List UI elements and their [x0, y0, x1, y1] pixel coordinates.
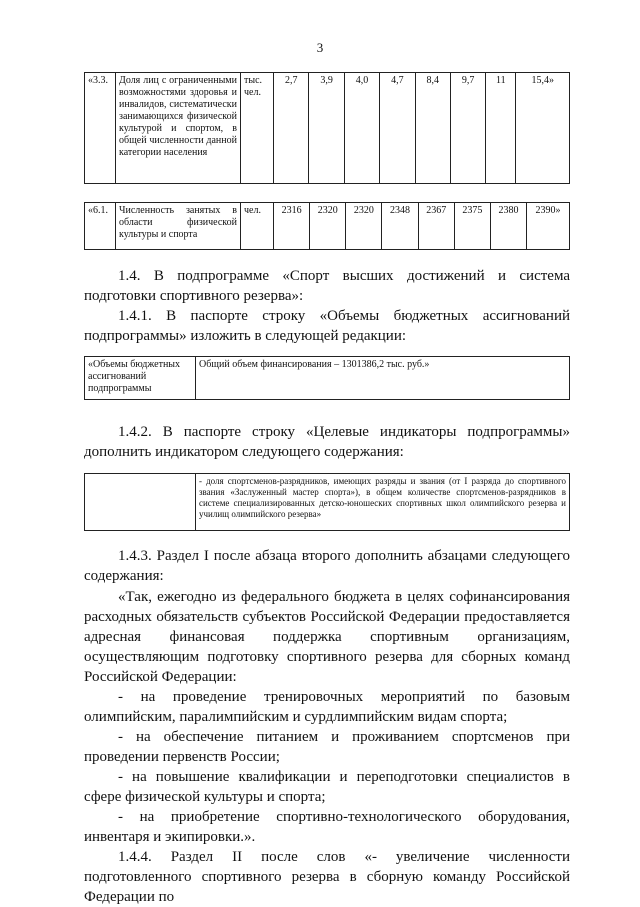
paragraph-1-4-2 [84, 422, 570, 462]
table-row [85, 357, 570, 400]
value-cell: 2390» [527, 203, 570, 250]
indicator-table-3-3 [84, 72, 570, 184]
paragraph-text: 1.4.2. В паспорте строку «Целевые индикаторы подпрограммы» дополнить индикатором следующего содержания: [84, 424, 570, 460]
quote-line: «Так, ежегодно из федерального бюджета в целях софинансирования расходных обязательств субъектов Российской Федерации предоставляется адресная финансовая поддержка спортивным организациям, осуществляющим подготовку спортивного резерва для сборных команд Российской Федерации: [84, 589, 570, 685]
paragraph-1-4 [84, 266, 570, 306]
value-cell: 2348 [382, 203, 418, 250]
table-row [85, 203, 570, 250]
indicator-name: Доля лиц с ограниченными возможностями здоровья и инвалидов, систематически занимающихся физической культурой и спортом, в общей численности данной категории населения [116, 73, 241, 184]
value-cell: 8,4 [415, 73, 450, 184]
paragraph-text: 1.4.3. Раздел I после абзаца второго дополнить абзацами следующего содержания: [84, 548, 570, 584]
quoted-text [84, 587, 570, 907]
budget-value: Общий объем финансирования – 1301386,2 тыс. руб.» [196, 357, 570, 400]
target-indicators-table [84, 473, 570, 531]
paragraph-1-4-1 [84, 306, 570, 346]
value-cell: 2367 [418, 203, 454, 250]
value-cell: 2320 [310, 203, 346, 250]
indicator-unit: чел. [241, 203, 274, 250]
value-cell: 2,7 [274, 73, 309, 184]
quote-line: 1.4.4. Раздел II после слов «- увеличение численности подготовленного спортивного резерва в сборную команду Российской Федерации по [84, 849, 570, 905]
value-cell: 2316 [274, 203, 310, 250]
value-cell: 15,4» [516, 73, 570, 184]
budget-table [84, 356, 570, 400]
quote-line: - на обеспечение питанием и проживанием спортсменов при проведении первенств России; [84, 729, 570, 765]
quote-line: - на проведение тренировочных мероприятий по базовым олимпийским, паралимпийским и сурдлимпийским видам спорта; [84, 689, 570, 725]
value-cell: 2320 [346, 203, 382, 250]
page-number: 3 [316, 40, 324, 55]
table-row [85, 73, 570, 184]
quote-line: - на повышение квалификации и переподготовки специалистов в сфере физической культуры и спорта; [84, 769, 570, 805]
value-cell: 3,9 [309, 73, 344, 184]
empty-cell [85, 474, 196, 531]
indicator-text: - доля спортсменов-разрядников, имеющих разряды и звания (от I разряда до спортивного звания «Заслуженный мастер спорта»), в общем количестве спортсменов-разрядников в системе специализированных детско-юношеских спортивных школ олимпийского резерва и училищ олимпийского резерва» [196, 474, 570, 531]
value-cell: 2375 [454, 203, 490, 250]
indicator-unit: тыс. чел. [241, 73, 274, 184]
value-cell: 9,7 [450, 73, 485, 184]
value-cell: 4,0 [344, 73, 379, 184]
value-cell: 2380 [490, 203, 526, 250]
indicator-name: Численность занятых в области физической культуры и спорта [116, 203, 241, 250]
table-row [85, 474, 570, 531]
value-cell: 4,7 [380, 73, 415, 184]
quote-line: - на приобретение спортивно-технологического оборудования, инвентаря и экипировки.». [84, 809, 570, 845]
row-number: «3.3. [85, 73, 116, 184]
budget-label: «Объемы бюджетных ассигнований подпрограммы [85, 357, 196, 400]
paragraph-text: 1.4.1. В паспорте строку «Объемы бюджетных ассигнований подпрограммы» изложить в следующей редакции: [84, 308, 570, 344]
value-cell: 11 [486, 73, 516, 184]
paragraph-text: 1.4. В подпрограмме «Спорт высших достижений и система подготовки спортивного резерва»: [84, 268, 570, 304]
paragraph-1-4-3 [84, 546, 570, 586]
row-number: «6.1. [85, 203, 116, 250]
indicator-table-6-1 [84, 202, 570, 250]
